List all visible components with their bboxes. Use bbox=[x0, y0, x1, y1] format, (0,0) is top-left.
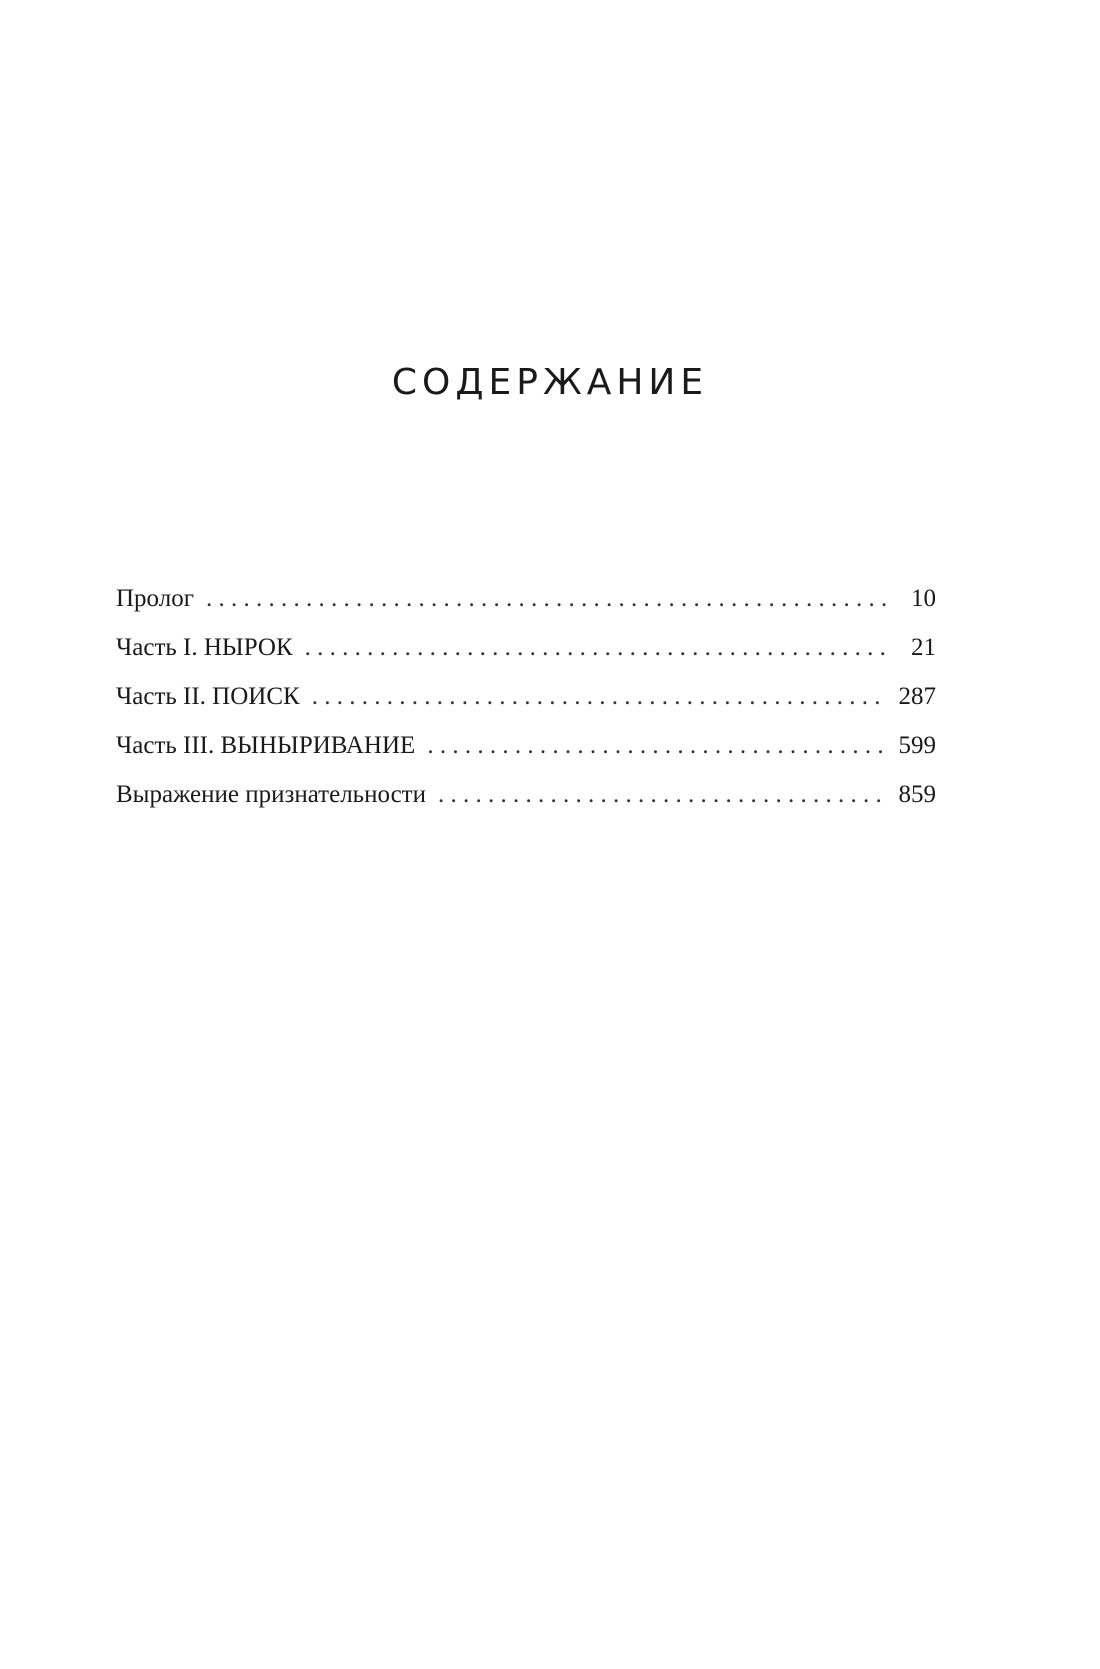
toc-entry-label: Часть I. НЫРОК bbox=[116, 634, 293, 661]
toc-entry-label: Часть III. ВЫНЫРИВАНИЕ bbox=[116, 732, 416, 759]
toc-entry-part-2[interactable] bbox=[116, 682, 936, 712]
dot-leader bbox=[438, 780, 886, 810]
toc-heading: СОДЕРЖАНИЕ bbox=[391, 362, 709, 403]
dot-leader bbox=[427, 731, 886, 761]
toc-entry-part-1[interactable] bbox=[116, 633, 936, 663]
toc-entry-page-number: 859 bbox=[898, 781, 936, 808]
toc-entry-acknowledgements[interactable] bbox=[116, 780, 936, 810]
toc-entry-label: Часть II. ПОИСК bbox=[116, 683, 300, 710]
dot-leader bbox=[305, 633, 886, 663]
toc-entry-page-number: 599 bbox=[898, 732, 936, 759]
toc-entry-page-number: 21 bbox=[911, 634, 936, 661]
dot-leader bbox=[312, 682, 886, 712]
toc-entry-page-number: 10 bbox=[911, 585, 936, 612]
toc-entry-part-3[interactable] bbox=[116, 731, 936, 761]
toc-entry-label: Пролог bbox=[116, 585, 194, 612]
dot-leader bbox=[206, 584, 886, 614]
toc-entry-prologue[interactable] bbox=[116, 584, 936, 614]
toc-entry-label: Выражение признательности bbox=[116, 781, 426, 808]
toc-list bbox=[116, 584, 936, 829]
toc-entry-page-number: 287 bbox=[898, 683, 936, 710]
